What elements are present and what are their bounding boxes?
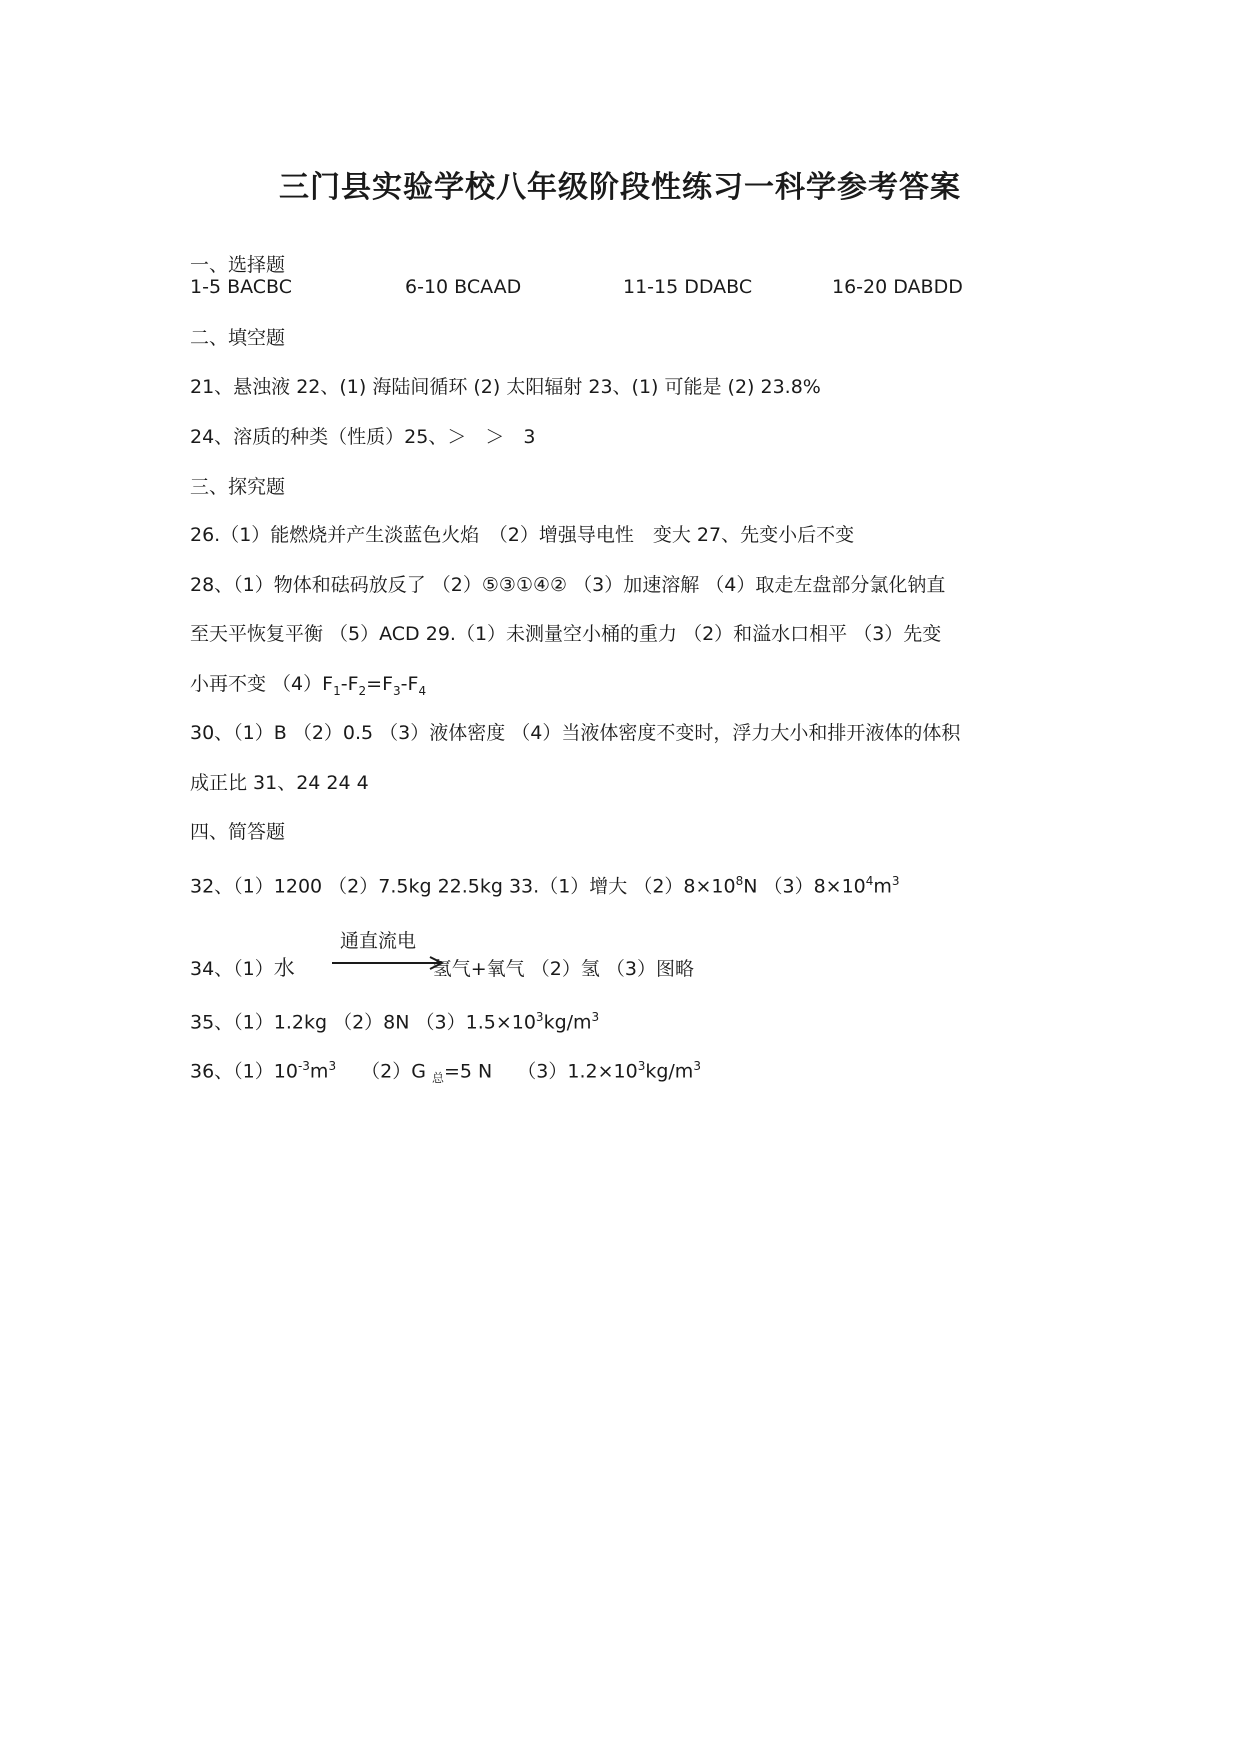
section-heading-choice: 一、选择题	[190, 254, 286, 276]
formula-f1-f2-f3-f4: $F_1-F_2=F_3-F_4$	[322, 673, 427, 698]
section-heading-short: 四、简答题	[190, 821, 286, 843]
answer-line-36: 36、$(1)10^{-3}m^3$ （2）G $_总$=5 N $(3)1.2\times 10^3kg/m^3$	[190, 1059, 701, 1086]
reaction-condition-label: 通直流电	[340, 930, 417, 952]
mc-answers-11-15: 11-15 DDABC	[623, 276, 753, 298]
answer-line-30-b: 成正比 31、24 24 4	[190, 772, 369, 794]
answer-line-21-23: 21、悬浊液 22、(1) 海陆间循环 (2) 太阳辐射 23、(1) 可能是 (2) 23.8%	[190, 376, 821, 398]
answer-line-36-text: 36、（1）10	[190, 1060, 298, 1083]
answer-line-28-b: 至天平恢复平衡 （5）ACD 29.（1）未测量空小桶的重力 （2）和溢水口相平 （3）先变	[190, 623, 942, 645]
mc-answers-1-5: 1-5 BACBC	[190, 276, 293, 298]
answer-line-28-c	[190, 671, 426, 704]
answer-line-34-rest: 氢气+氧气 （2）氢 （3）图略	[432, 958, 694, 980]
answer-line-34-prefix: 34、（1）	[190, 958, 274, 980]
section-heading-fill: 二、填空题	[190, 327, 286, 349]
section-heading-inquiry: 三、探究题	[190, 476, 286, 498]
answer-line-26-27: 26.（1）能燃烧并产生淡蓝色火焰 （2）增强导电性 变大 27、先变小后不变	[190, 524, 855, 546]
answer-line-30-a: 30、（1）B （2）0.5 （3）液体密度 （4）当液体密度不变时，浮力大小和排开液体的体积	[190, 722, 961, 744]
answer-line-32-33-text: 32、（1）1200 （2）7.5kg 22.5kg 33.（1）增大 （2）8×10	[190, 875, 736, 898]
answer-line-28-a: 28、（1）物体和砝码放反了 （2）⑤③①④② （3）加速溶解 （4）取走左盘部分氯化钠直	[190, 574, 946, 596]
mc-answers-16-20: 16-20 DABDD	[832, 276, 963, 298]
page-title: 三门县实验学校八年级阶段性练习一科学参考答案	[279, 170, 961, 205]
answer-line-35-text: 35、（1）1.2kg （2）8N （3）1.5×10	[190, 1011, 536, 1034]
answer-line-34	[190, 955, 694, 982]
answer-line-24-25: 24、溶质的种类（性质）25、＞ ＞ 3	[190, 426, 536, 448]
answer-line-28-c-text: 小再不变 （4）	[190, 673, 323, 695]
reactant-water: 水	[273, 956, 295, 980]
answer-line-35: 35、（1）1.2kg （2）8N $(3)1.5\times 10^3kg/m^3$	[190, 1010, 600, 1034]
mc-answers-6-10: 6-10 BCAAD	[405, 276, 522, 298]
answer-line-32-33: 32、（1）1200 （2）7.5kg 22.5kg 33.（1）增大 $(2)8\times 10^8N$ $(3)8\times 10^4m^3$	[190, 874, 900, 898]
